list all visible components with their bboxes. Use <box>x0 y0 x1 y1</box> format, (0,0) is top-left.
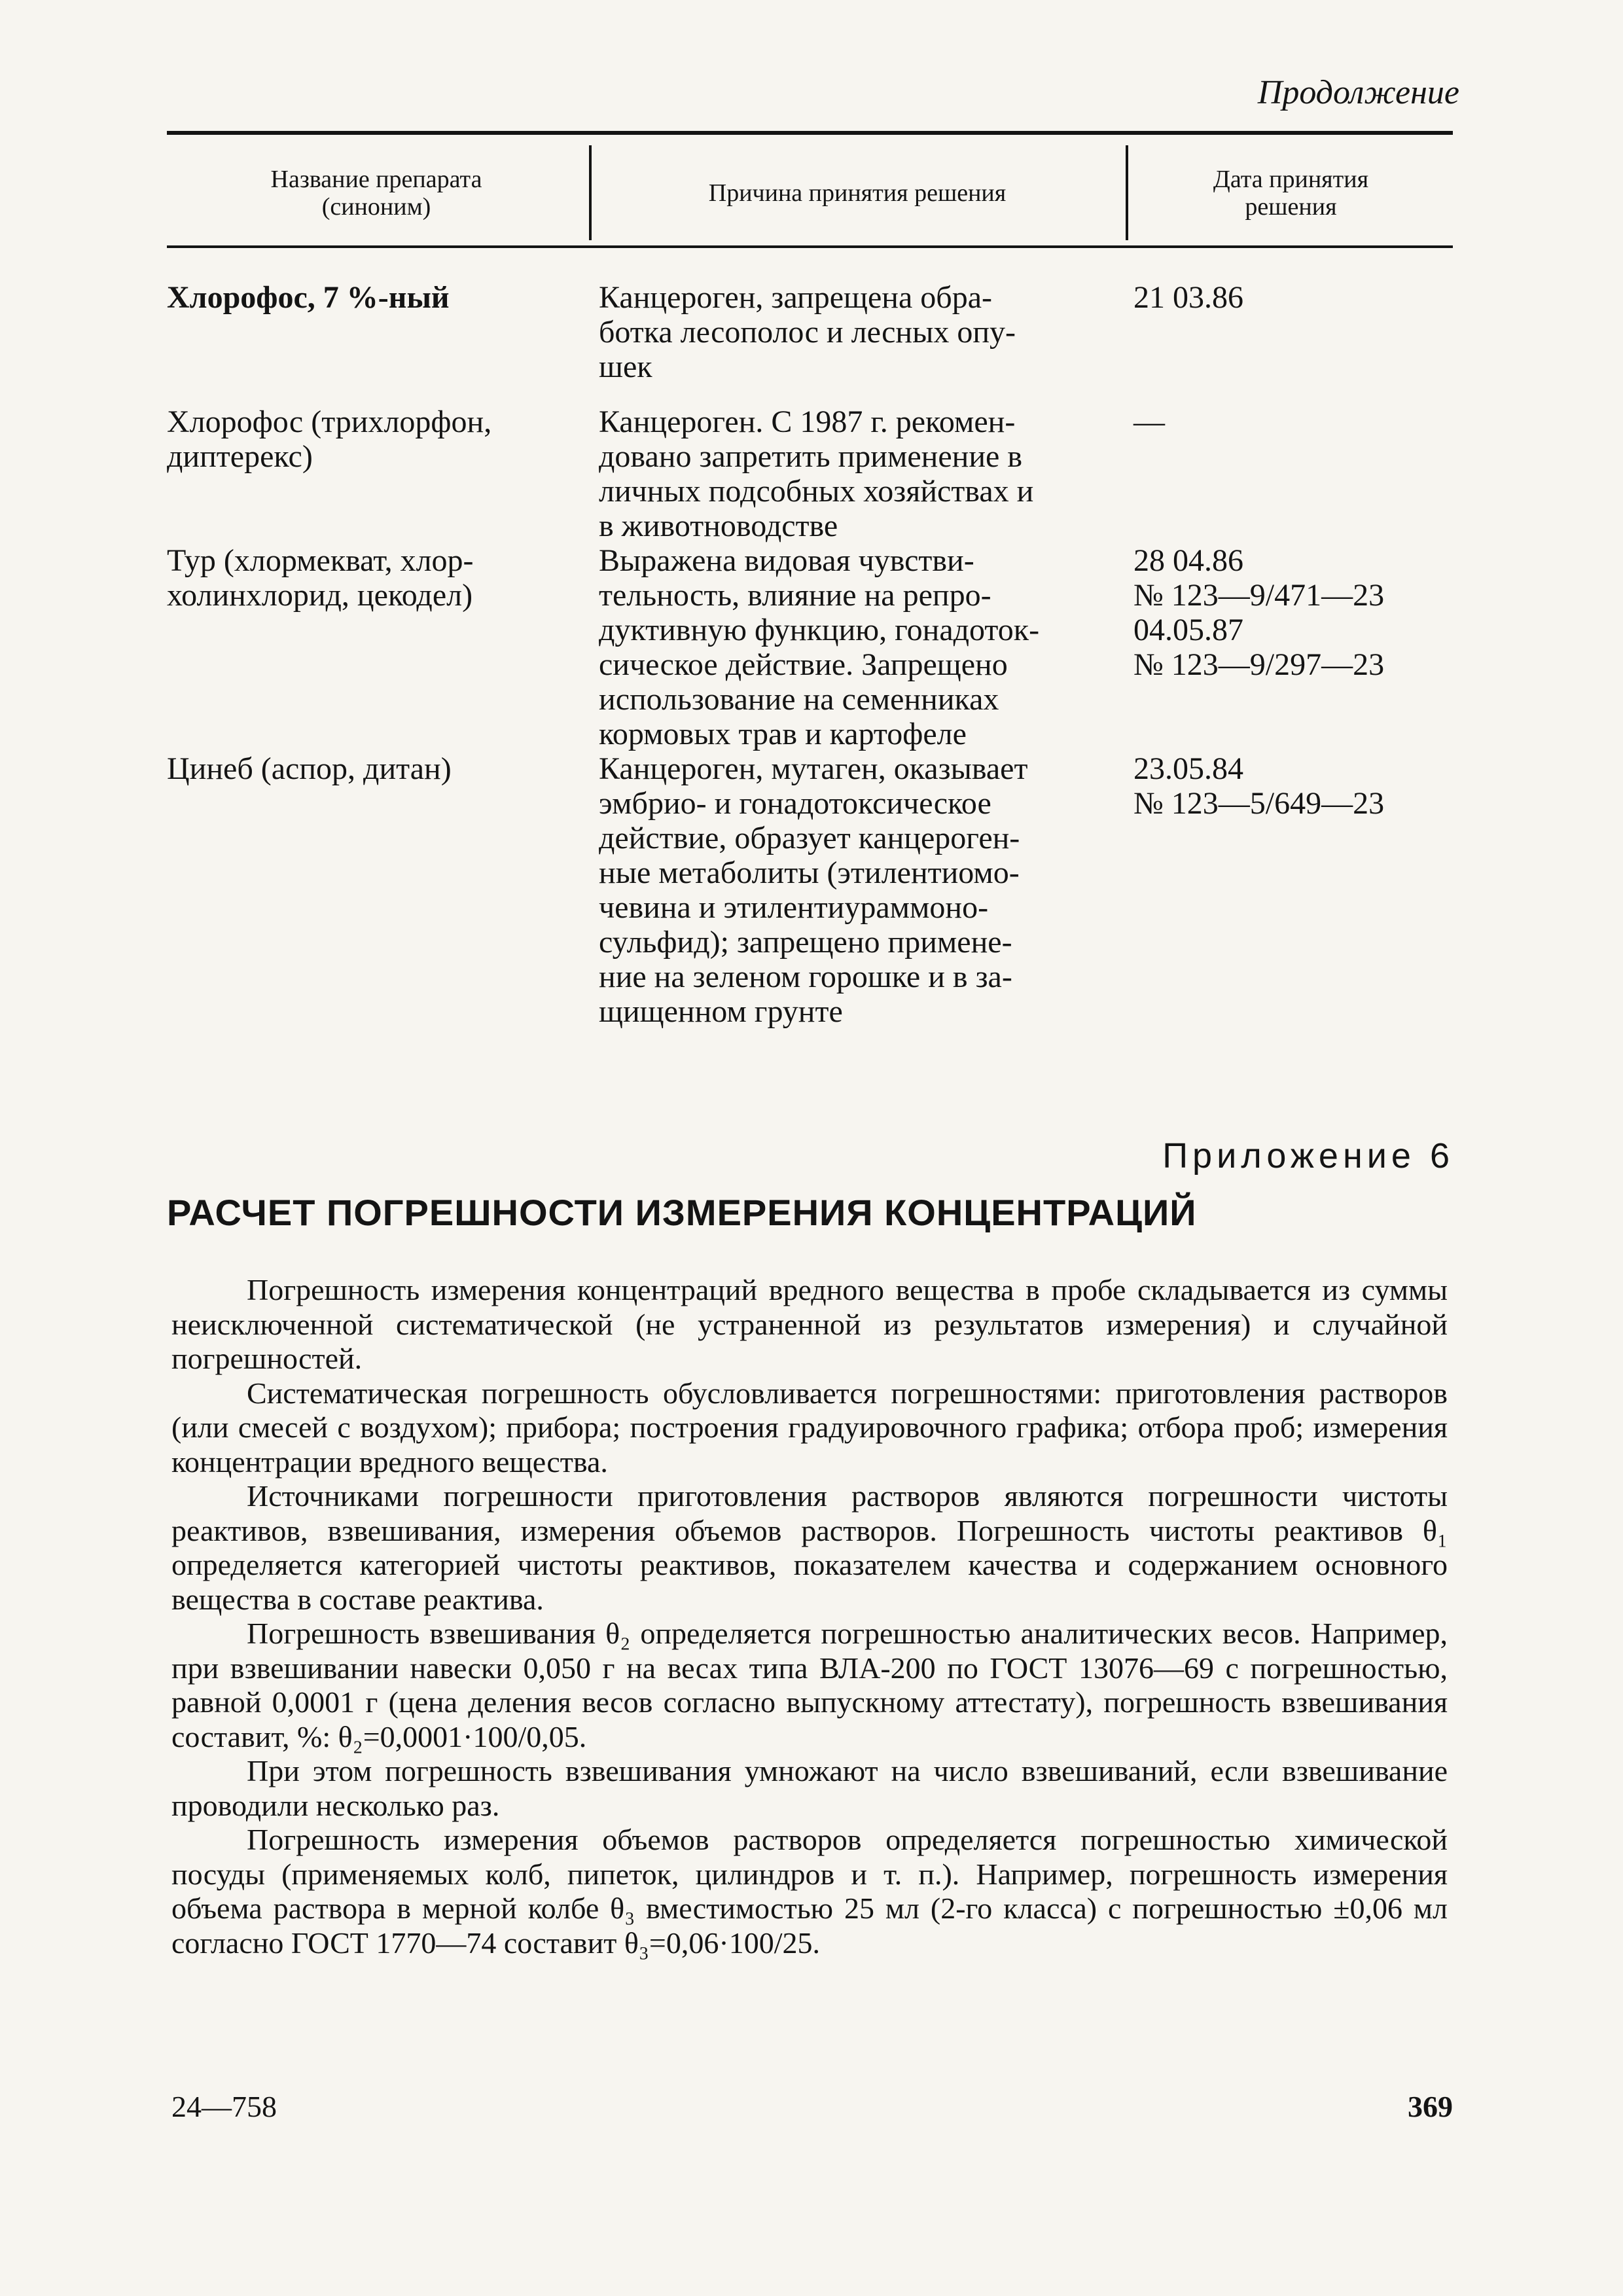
date-cell: 28 04.86 № 123—9/471—23 04.05.87 № 123—9/297—23 <box>1133 543 1385 682</box>
reason-cell: Канцероген. С 1987 г. рекомен- довано запретить применение в личных подсобных хозяйствах и в животноводстве <box>599 404 1034 543</box>
signature-mark: 24—758 <box>171 2090 277 2123</box>
page-number: 369 <box>1408 2090 1453 2123</box>
reason-cell: Выражена видовая чувстви- тельность, влияние на репро- дуктивную функцию, гонадоток- сическое действие. Запрещено использование на семенниках кормовых трав и картофеле <box>599 543 1040 751</box>
drug-name-cell: Тур (хлормекват, хлор- холинхлорид, цекодел) <box>167 543 474 613</box>
column-header-date: Дата принятия решения <box>1213 166 1369 221</box>
table-header-rule <box>167 245 1453 248</box>
drug-name-cell: Цинеб (аспор, дитан) <box>167 751 452 786</box>
paragraph: Погрешность взвешивания θ₂ определяется погрешностью аналитических весов. Например, при взвешивании навески 0,050 г на весах типа ВЛА-200 по ГОСТ 13076—69 с погрешностью, равной 0,0001 г (цена деления весов согласно выпускному аттестату), погрешность взвешивания составит, %: θ₂=0,0001·100/0,05. <box>171 1617 1448 1753</box>
body-text <box>171 1273 1448 1960</box>
column-divider <box>589 145 592 240</box>
paragraph: Источниками погрешности приготовления растворов являются погрешности чистоты реактивов, взвешивания, измерения объемов растворов. Погрешность чистоты реактивов θ₁ определяется категорией чистоты реактивов, показателем качества и содержанием основного вещества в составе реактива. <box>171 1479 1448 1616</box>
section-title: РАСЧЕТ ПОГРЕШНОСТИ ИЗМЕРЕНИЯ КОНЦЕНТРАЦИЙ <box>167 1192 1197 1233</box>
paragraph: Погрешность измерения концентраций вредного вещества в пробе складывается из суммы неисключенной систематической (не устраненной из результатов измерения) и случайной погрешностей. <box>171 1273 1448 1375</box>
column-header-reason: Причина принятия решения <box>708 179 1007 207</box>
date-cell: 21 03.86 <box>1133 280 1243 315</box>
drug-name-cell: Хлорофос, 7 %-ный <box>167 280 450 315</box>
column-header-name: Название препарата (синоним) <box>270 166 482 221</box>
drug-name-cell: Хлорофос (трихлорфон, диптерекс) <box>167 404 492 474</box>
paragraph: Систематическая погрешность обусловливается погрешностями: приготовления растворов (или смесей с воздухом); прибора; построения градуировочного графика; отбора проб; измерения концентрации вредного вещества. <box>171 1376 1448 1479</box>
paragraph: Погрешность измерения объемов растворов определяется погрешностью химической посуды (применяемых колб, пипеток, цилиндров и т. п.). Например, погрешность измерения объема раствора в мерной колбе θ₃ вместимостью 25 мл (2-го класса) с погрешностью ±0,06 мл согласно ГОСТ 1770—74 составит θ₃=0,06·100/25. <box>171 1823 1448 1960</box>
column-divider <box>1126 145 1128 240</box>
date-cell: — <box>1133 404 1165 439</box>
paragraph: При этом погрешность взвешивания умножают на число взвешиваний, если взвешивание проводили несколько раз. <box>171 1754 1448 1822</box>
reason-cell: Канцероген, мутаген, оказывает эмбрио- и гонадотоксическое действие, образует канцероген- ные метаболиты (этилентиомо- чевина и этилентиураммоно- сульфид); запрещено примене- ние на зеленом горошке и в за- щищенном грунте <box>599 751 1028 1029</box>
reason-cell: Канцероген, запрещена обра- ботка лесополос и лесных опу- шек <box>599 280 1016 384</box>
appendix-label: Приложение 6 <box>1162 1136 1454 1175</box>
date-cell: 23.05.84 № 123—5/649—23 <box>1133 751 1385 821</box>
continuation-label: Продолжение <box>1257 74 1459 111</box>
table-top-rule <box>167 131 1453 135</box>
